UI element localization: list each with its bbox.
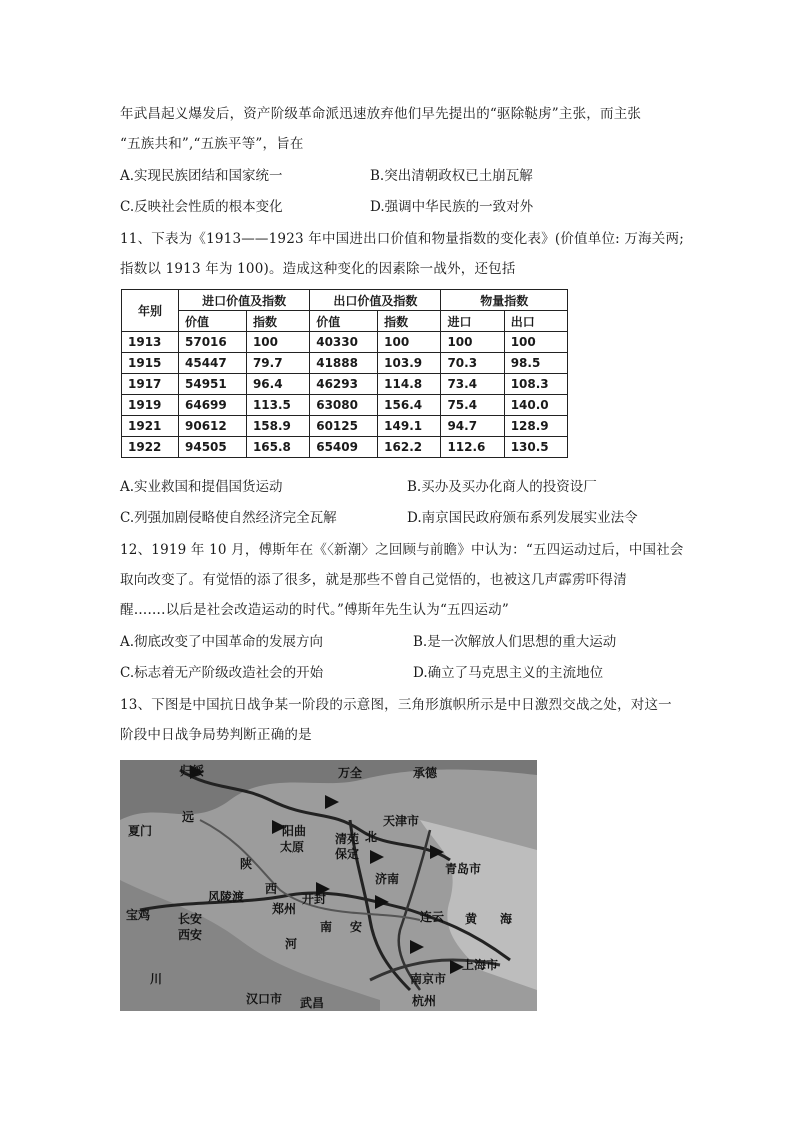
cell-export-value: 65409 [310, 437, 378, 458]
cell-import-index: 100 [246, 332, 309, 353]
cell-import-index: 96.4 [246, 374, 309, 395]
map-label-wuchang: 武昌 [300, 996, 325, 1010]
cell-year: 1917 [122, 374, 179, 395]
cell-export-index: 114.8 [378, 374, 441, 395]
cell-quantity-import: 73.4 [441, 374, 504, 395]
q12-stem-line1: 12、1919 年 10 月，傅斯年在《〈新潮〉之回顾与前瞻》中认为：“五四运动过后，中国社会 [120, 542, 684, 558]
cell-quantity-import: 70.3 [441, 353, 504, 374]
cell-quantity-import: 75.4 [441, 395, 504, 416]
cell-export-value: 63080 [310, 395, 378, 416]
cell-import-index: 158.9 [246, 416, 309, 437]
header-year: 年别 [122, 290, 179, 332]
subheader-export-index: 指数 [378, 311, 441, 332]
map-label-kaifeng: 开封 [302, 892, 327, 906]
map-label-qingdao: 青岛市 [445, 862, 482, 876]
table-row [122, 437, 568, 458]
table-body [122, 332, 568, 458]
cell-export-value: 60125 [310, 416, 378, 437]
map-label-chengde: 承德 [413, 766, 438, 780]
table-row [122, 353, 568, 374]
map-label-wanquan: 万全 [338, 766, 363, 780]
subheader-export-value: 价值 [310, 311, 378, 332]
cell-import-value: 45447 [179, 353, 247, 374]
table-row [122, 416, 568, 437]
cell-export-value: 40330 [310, 332, 378, 353]
q11-option-d: D.南京国民政府颁布系列发展实业法令 [407, 510, 638, 526]
q12-stem-line3: 醒…….以后是社会改造运动的时代。”傅斯年先生认为“五四运动” [120, 602, 509, 618]
map-label-shaan: 陕 [240, 857, 253, 871]
map-label-yuan: 远 [182, 810, 195, 824]
cell-year: 1919 [122, 395, 179, 416]
cell-year: 1915 [122, 353, 179, 374]
cell-quantity-import: 100 [441, 332, 504, 353]
table-row [122, 395, 568, 416]
map-label-fenglingdu: 风陵渡 [208, 890, 245, 904]
war-map-figure [120, 760, 537, 1011]
cell-import-index: 113.5 [246, 395, 309, 416]
q12-option-a: A.彻底改变了中国革命的发展方向 [120, 634, 324, 650]
q10-option-b: B.突出清朝政权已土崩瓦解 [370, 168, 533, 184]
map-label-bei: 北 [365, 830, 378, 844]
q11-option-a: A.实业救国和提倡国货运动 [120, 479, 283, 495]
cell-quantity-export: 140.0 [504, 395, 567, 416]
q11-option-b: B.买办及买办化商人的投资设厂 [407, 479, 597, 495]
map-label-zhengzhou: 郑州 [272, 902, 297, 916]
cell-export-value: 41888 [310, 353, 378, 374]
cell-quantity-export: 130.5 [504, 437, 567, 458]
q10-option-c: C.反映社会性质的根本变化 [120, 199, 283, 215]
cell-export-index: 156.4 [378, 395, 441, 416]
map-label-he: 河 [285, 937, 298, 951]
map-label-xian: 西安 [178, 928, 203, 942]
cell-export-index: 162.2 [378, 437, 441, 458]
cell-quantity-import: 112.6 [441, 437, 504, 458]
cell-import-value: 94505 [179, 437, 247, 458]
q12-option-b: B.是一次解放人们思想的重大运动 [413, 634, 617, 650]
cell-import-value: 64699 [179, 395, 247, 416]
q13-stem-line1: 13、下图是中国抗日战争某一阶段的示意图，三角形旗帜所示是中日激烈交战之处，对这一 [120, 697, 672, 713]
cell-quantity-export: 100 [504, 332, 567, 353]
q10-stem-line2: “五族共和”,“五族平等”，旨在 [120, 136, 304, 152]
cell-export-index: 149.1 [378, 416, 441, 437]
cell-year: 1921 [122, 416, 179, 437]
war-map-drawing [120, 760, 537, 1011]
q10-option-a: A.实现民族团结和国家统一 [120, 168, 283, 184]
cell-export-index: 100 [378, 332, 441, 353]
map-label-shanghai: 上海市 [462, 958, 499, 972]
map-label-tianjin: 天津市 [383, 814, 420, 828]
map-label-baoding: 保定 [335, 847, 360, 861]
q13-stem-line2: 阶段中日战争局势判断正确的是 [120, 727, 312, 743]
cell-year: 1922 [122, 437, 179, 458]
cell-import-value: 57016 [179, 332, 247, 353]
trade-index-table [121, 289, 568, 458]
map-label-an: 安 [350, 920, 363, 934]
map-label-taiyuan: 太原 [280, 840, 305, 854]
cell-quantity-export: 108.3 [504, 374, 567, 395]
q11-stem-line1: 11、下表为《1913——1923 年中国进出口价值和物量指数的变化表》(价值单位: 万海关两; [120, 231, 684, 247]
map-label-qingyuan: 清苑 [335, 832, 360, 846]
map-label-jinan: 济南 [375, 872, 400, 886]
q10-stem-line1: 年武昌起义爆发后，资产阶级革命派迅速放弃他们早先提出的“驱除鞑虏”主张，而主张 [120, 106, 642, 122]
map-label-hankou: 汉口市 [246, 992, 283, 1006]
q12-option-c: C.标志着无产阶级改造社会的开始 [120, 665, 324, 681]
map-label-changan: 长安 [178, 912, 203, 926]
q12-stem-line2: 取向改变了。有觉悟的添了很多，就是那些不曾自己觉悟的，也被这几声霹雳吓得清 [120, 572, 627, 588]
cell-quantity-export: 128.9 [504, 416, 567, 437]
map-label-yangqu: 阳曲 [282, 824, 307, 838]
map-label-chuan: 川 [150, 972, 163, 986]
q11-stem-line2: 指数以 1913 年为 100)。造成这种变化的因素除一战外，还包括 [120, 261, 516, 277]
cell-quantity-import: 94.7 [441, 416, 504, 437]
map-label-xiamen: 夏门 [128, 824, 153, 838]
map-label-guisui: 归绥 [180, 764, 205, 778]
subheader-quantity-export: 出口 [504, 311, 567, 332]
q10-option-d: D.强调中华民族的一致对外 [370, 199, 534, 215]
cell-import-index: 79.7 [246, 353, 309, 374]
map-label-nanjing: 南京市 [410, 972, 447, 986]
cell-import-index: 165.8 [246, 437, 309, 458]
cell-import-value: 90612 [179, 416, 247, 437]
subheader-import-index: 指数 [246, 311, 309, 332]
cell-import-value: 54951 [179, 374, 247, 395]
header-import-group: 进口价值及指数 [179, 290, 310, 311]
map-label-hangzhou: 杭州 [412, 994, 437, 1008]
cell-year: 1913 [122, 332, 179, 353]
table-row [122, 374, 568, 395]
table-row [122, 332, 568, 353]
q12-option-d: D.确立了马克思主义的主流地位 [413, 665, 604, 681]
map-label-hai: 海 [500, 912, 513, 926]
cell-export-value: 46293 [310, 374, 378, 395]
header-export-group: 出口价值及指数 [310, 290, 441, 311]
map-label-lianyun: 连云 [420, 910, 445, 924]
map-label-nan: 南 [320, 920, 333, 934]
q11-option-c: C.列强加剧侵略使自然经济完全瓦解 [120, 510, 337, 526]
map-label-xi: 西 [265, 882, 278, 896]
cell-quantity-export: 98.5 [504, 353, 567, 374]
map-label-baoji: 宝鸡 [126, 908, 151, 922]
subheader-import-value: 价值 [179, 311, 247, 332]
subheader-quantity-import: 进口 [441, 311, 504, 332]
cell-export-index: 103.9 [378, 353, 441, 374]
header-quantity-group: 物量指数 [441, 290, 568, 311]
map-label-huang: 黄 [465, 912, 478, 926]
